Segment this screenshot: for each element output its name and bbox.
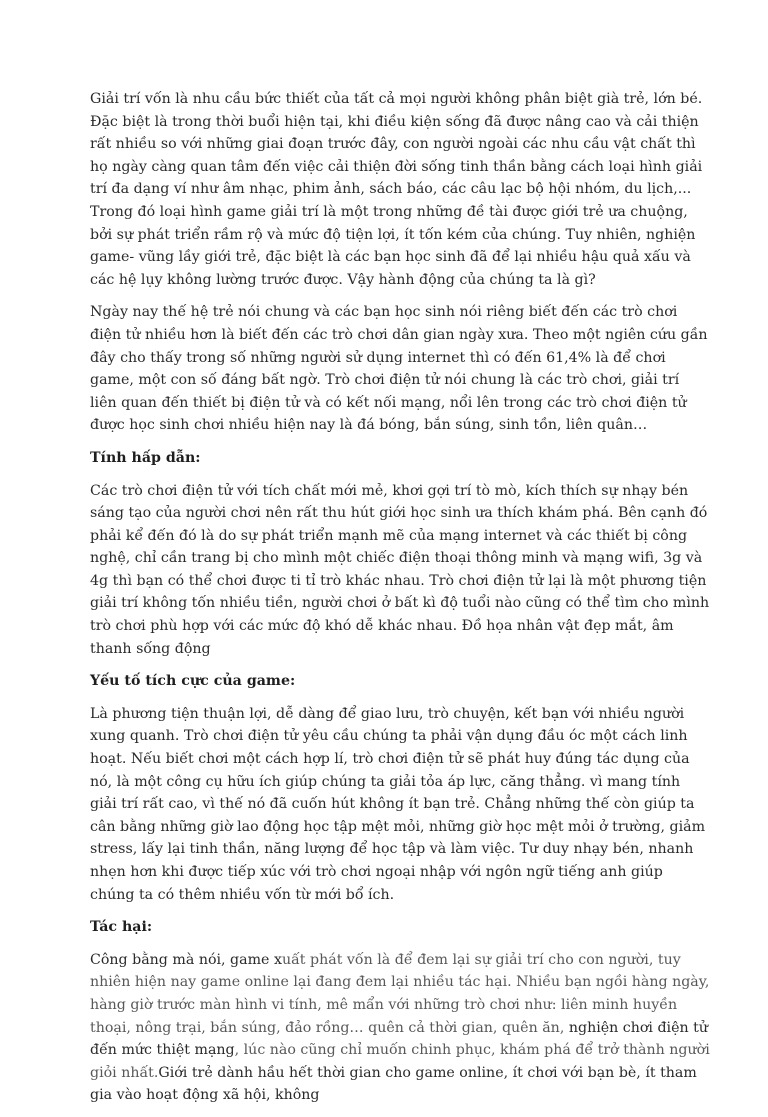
harms-text-part-4: , lúc nào cũng chỉ muốn chinh phục, khám phá để trở thành người giỏi nhất.	[90, 1042, 710, 1081]
attraction-paragraph: Các trò chơi điện tử với tích chất mới mẻ, khơi gợi trí tò mò, kích thích sự nhạy bén sáng tạo của người chơi nên rất thu hút giới học sinh ưa thích khám phá. Bên cạnh đó phải kể đến đó là do sự phát triển mạnh mẽ của mạng internet và các thiết bị công nghệ, chỉ cần trang bị cho mình một chiếc điện thoại thông minh và mạng wifi, 3g và 4g thì bạn có thể chơi được ti tỉ trò khác nhau. Trò chơi điện tử lại là một phương tiện giải trí không tốn nhiều tiền, người chơi ở bất kì độ tuổi nào cũng có thể tìm cho mình trò chơi phù hợp với các mức độ khó dễ khác nhau. Đồ họa nhân vật đẹp mắt, âm thanh sống động	[90, 482, 710, 657]
harms-text-part-1: Công bằng mà nói, game x	[90, 951, 282, 968]
heading-positive-factors: Yếu tố tích cực của game:	[90, 673, 296, 690]
heading-harms: Tác hại:	[90, 919, 153, 936]
document-page	[90, 88, 710, 1117]
harms-text-part-3: nghiện chơi điện tử đến mức thiệt mạng	[90, 1019, 708, 1059]
heading-attraction: Tính hấp dẫn:	[90, 449, 201, 466]
context-paragraph: Ngày nay thế hệ trẻ nói chung và các bạn học sinh nói riêng biết đến các trò chơi điện tử nhiều hơn là biết đến các trò chơi dân gian ngày xưa. Theo một ngiên cứu gần đây cho thấy trong số những người sử dụng internet thì có đến 61,4% là để chơi game, một con số đáng bất ngờ. Trò chơi điện tử nói chung là các trò chơi, giải trí liên quan đến thiết bị điện tử và có kết nối mạng, nổi lên trong các trò chơi điện tử được học sinh chơi nhiều hiện nay là đá bóng, bắn súng, sinh tồn, liên quân…	[90, 304, 708, 434]
intro-paragraph: Giải trí vốn là nhu cầu bức thiết của tất cả mọi người không phân biệt già trẻ, lớn bé. Đặc biệt là trong thời buổi hiện tại, khi điều kiện sống đã được nâng cao và cải thiện rất nhiều so với những giai đoạn trước đây, con người ngoài các nhu cầu vật chất thì họ ngày càng quan tâm đến việc cải thiện đời sống tinh thần bằng cách loại hình giải trí đa dạng ví như âm nhạc, phim ảnh, sách báo, các câu lạc bộ hội nhóm, du lịch,... Trong đó loại hình game giải trí là một trong những đề tài được giới trẻ ưa chuộng, bởi sự phát triển rầm rộ và mức độ tiện lợi, ít tốn kém của chúng. Tuy nhiên, nghiện game- vũng lầy giới trẻ, đặc biệt là các bạn học sinh đã để lại nhiều hậu quả xấu và các hệ lụy không lường trước được. Vậy hành động của chúng ta là gì?	[90, 91, 703, 288]
positive-factors-paragraph: Là phương tiện thuận lợi, dễ dàng để giao lưu, trò chuyện, kết bạn với nhiều người xung quanh. Trò chơi điện tử yêu cầu chúng ta phải vận dụng đầu óc một cách linh hoạt. Nếu biết chơi một cách hợp lí, trò chơi điện tử sẽ phát huy đúng tác dụng của nó, là một công cụ hữu ích giúp chúng ta giải tỏa áp lực, căng thẳng. vì mang tính giải trí rất cao, vì thế nó đã cuốn hút không ít bạn trẻ. Chẳng những thế còn giúp ta cân bằng những giờ lao động học tập mệt mỏi, những giờ học mệt mỏi ở trường, giảm stress, lấy lại tinh thần, năng lượng để học tập và làm việc. Tư duy nhạy bén, nhanh nhẹn hơn khi được tiếp xúc với trò chơi ngoại nhập với ngôn ngữ tiếng anh giúp chúng ta có thêm nhiều vốn từ mới bổ ích.	[90, 705, 706, 903]
harms-paragraph	[90, 949, 710, 1107]
harms-text-part-5: Giới trẻ dành hầu hết thời gian cho game online, ít chơi với bạn bè, ít tham gia vào hoạt động xã hội, không	[90, 1064, 697, 1104]
harms-text-part-2: uất phát vốn là để đem lại sự giải trí cho con người, tuy nhiên hiện nay game online lại đang đem lại nhiều tác hại. Nhiều bạn ngồi hàng ngày, hàng giờ trước màn hình vi tính, mê mẩn với những trò chơi như: liên minh huyền thoại, nông trại, bắn súng, đảo rồng… quên cả thời gian, quên ăn,	[90, 951, 710, 1036]
